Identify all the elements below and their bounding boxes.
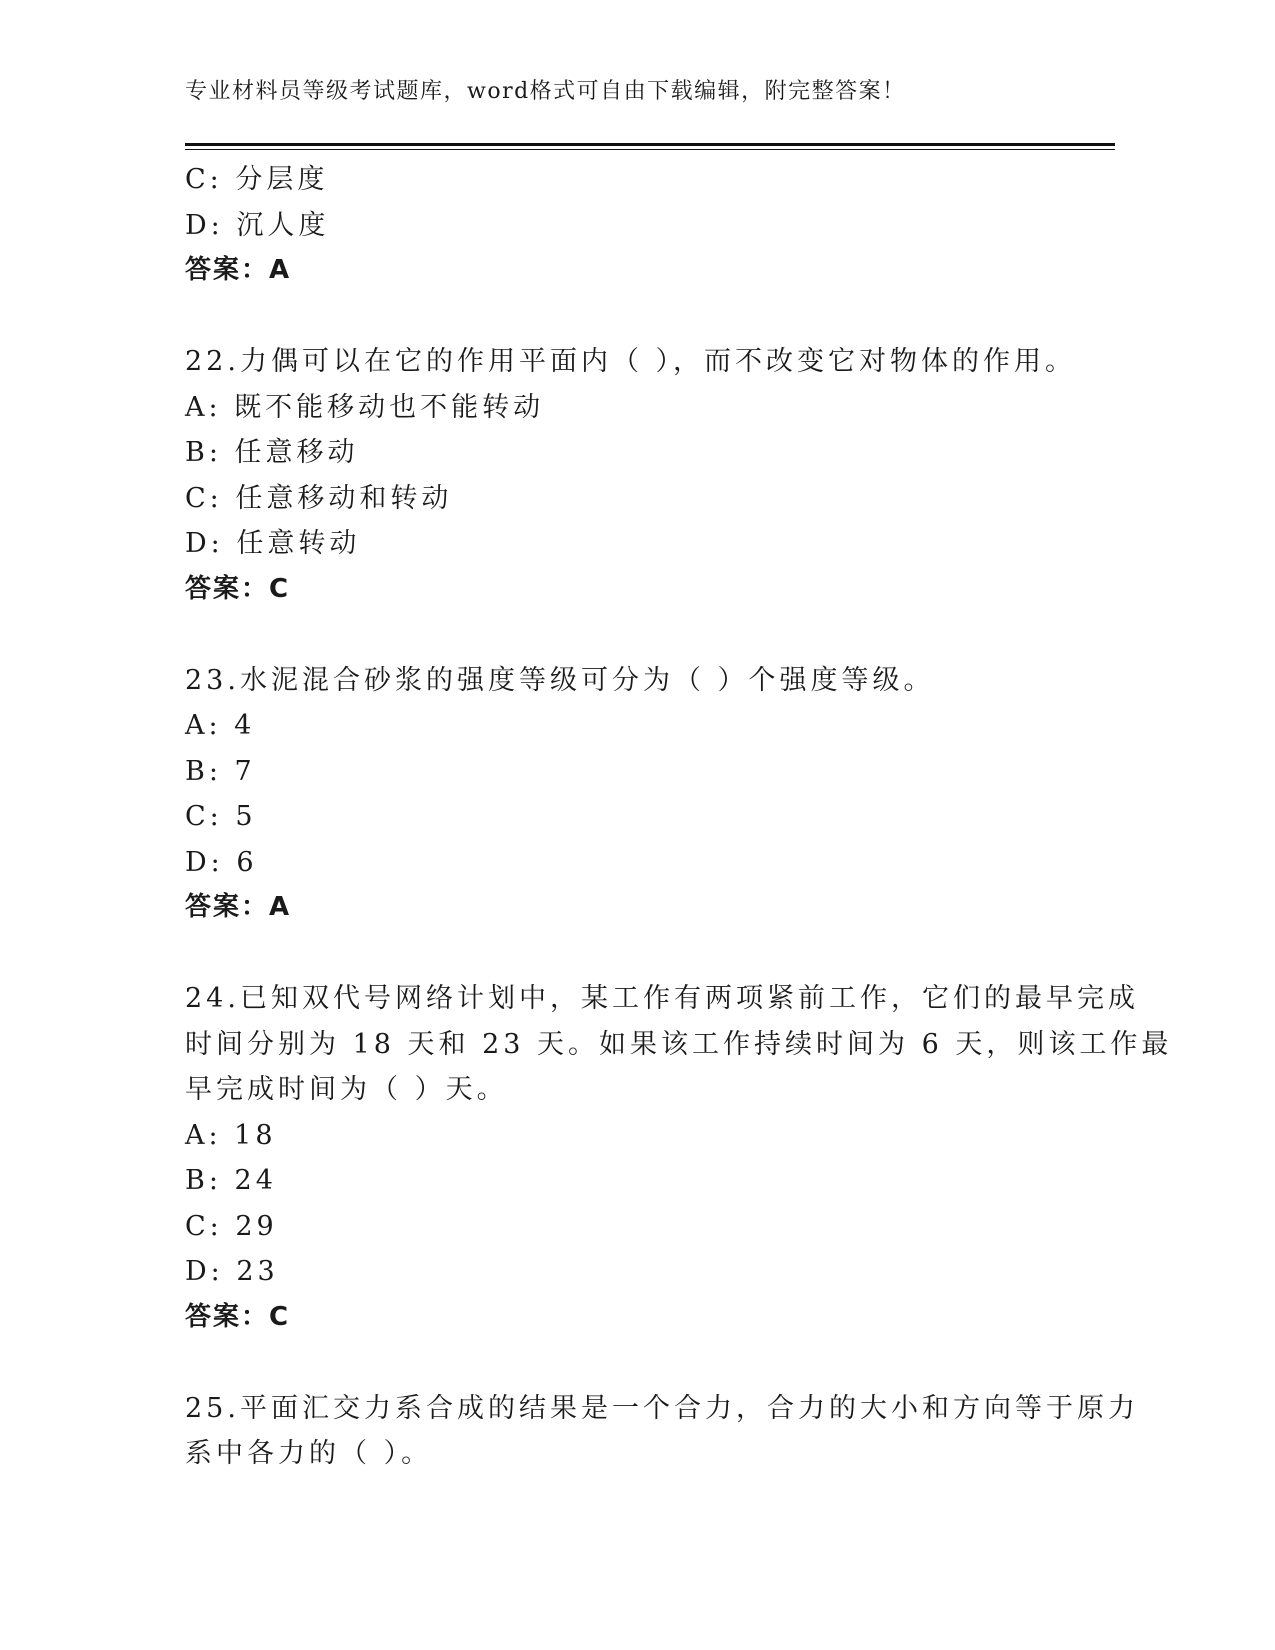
header-rule-thin bbox=[185, 149, 1115, 150]
answer: 答案：C bbox=[185, 573, 291, 604]
question-24-line-3: 早完成时间为（ ）天。 bbox=[185, 1074, 508, 1105]
question-24-line-2: 时间分别为 18 天和 23 天。如果该工作持续时间为 6 天，则该工作最 bbox=[185, 1028, 1173, 1060]
option-c: C: 任意移动和转动 bbox=[185, 482, 453, 514]
option-a: A: 18 bbox=[185, 1119, 277, 1151]
answer: 答案：C bbox=[185, 1301, 291, 1332]
option-c: C: 29 bbox=[185, 1210, 278, 1242]
header-rule-thick bbox=[185, 143, 1115, 146]
option-c: C: 分层度 bbox=[185, 164, 329, 195]
option-d: D: 任意转动 bbox=[185, 528, 361, 559]
option-c: C: 5 bbox=[185, 801, 257, 832]
option-d: D: 6 bbox=[185, 846, 258, 878]
option-d: D: 23 bbox=[185, 1256, 279, 1287]
option-b: B: 24 bbox=[185, 1165, 277, 1196]
question-25-line-2: 系中各力的（ ）。 bbox=[185, 1438, 433, 1469]
option-a: A: 既不能移动也不能转动 bbox=[185, 391, 545, 423]
question-22-text: 22.力偶可以在它的作用平面内（ ），而不改变它对物体的作用。 bbox=[185, 346, 1077, 377]
page-header: 专业材料员等级考试题库，word格式可自由下载编辑，附完整答案！ bbox=[185, 79, 906, 104]
question-23-text: 23.水泥混合砂浆的强度等级可分为（ ）个强度等级。 bbox=[185, 664, 935, 696]
option-d: D: 沉人度 bbox=[185, 209, 330, 241]
question-24-line-1: 24.已知双代号网络计划中，某工作有两项紧前工作，它们的最早完成 bbox=[185, 983, 1139, 1014]
option-a: A: 4 bbox=[185, 710, 256, 741]
option-b: B: 任意移动 bbox=[185, 437, 359, 468]
answer: 答案：A bbox=[185, 892, 292, 922]
question-25-line-1: 25.平面汇交力系合成的结果是一个合力，合力的大小和方向等于原力 bbox=[185, 1392, 1139, 1424]
option-b: B: 7 bbox=[185, 755, 256, 787]
answer: 答案：A bbox=[185, 255, 292, 285]
question-content bbox=[185, 157, 1173, 1477]
